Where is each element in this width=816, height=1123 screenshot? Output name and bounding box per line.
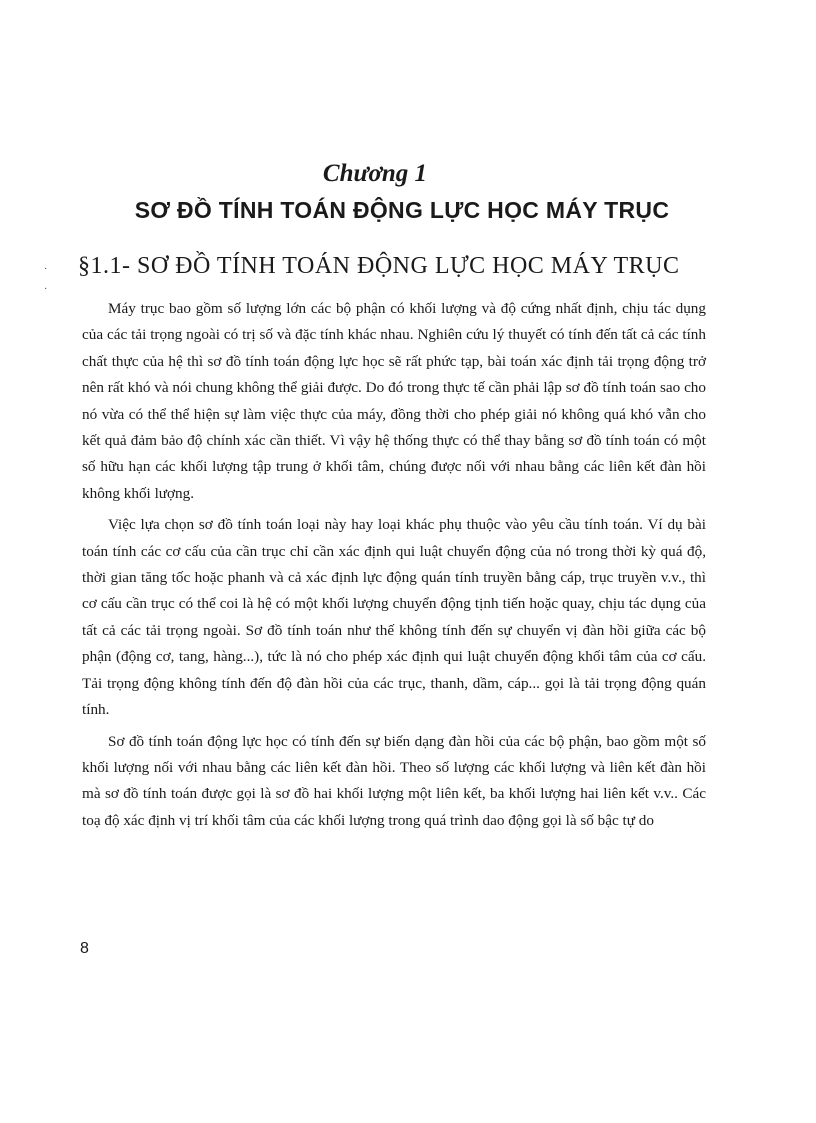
body-text: [82, 296, 706, 834]
chapter-label: Chương 1: [322, 160, 428, 187]
paragraph-1: Máy trục bao gồm số lượng lớn các bộ phận có khối lượng và độ cứng nhất định, chịu tác dụng của các tải trọng ngoài có trị số và đặc tính khác nhau. Nghiên cứu lý thuyết có tính đến tất cả các tính chất thực của hệ thì sơ đồ tính toán động lực học sẽ rất phức tạp, bài toán xác định tải trọng động trở nên rất khó và nói chung không thể giải được. Do đó trong thực tế cần phải lập sơ đồ tính toán sao cho nó vừa có thể thể hiện sự làm việc thực của máy, đồng thời cho phép giải nó không quá khó vẫn cho kết quả đảm bảo độ chính xác cần thiết. Vì vậy hệ thống thực có thể thay bằng sơ đồ tính toán có một số hữu hạn các khối lượng tập trung ở khối tâm, chúng được nối với nhau bằng các liên kết đàn hồi không khối lượng.: [82, 300, 706, 502]
paragraph-3: Sơ đồ tính toán động lực học có tính đến sự biến dạng đàn hồi của các bộ phận, bao gồm một số khối lượng nối với nhau bằng các liên kết đàn hồi. Theo số lượng các khối lượng và liên kết đàn hồi mà sơ đồ tính toán được gọi là sơ đồ hai khối lượng một liên kết, ba khối lượng hai liên kết v.v.. Các toạ độ xác định vị trí khối tâm của các khối lượng trong quá trình dao động gọi là số bậc tự do: [82, 732, 706, 829]
scan-specks: · ·: [44, 264, 48, 295]
chapter-title: SƠ ĐỒ TÍNH TOÁN ĐỘNG LỰC HỌC MÁY TRỤC: [134, 197, 670, 223]
paragraph-2: Việc lựa chọn sơ đồ tính toán loại này hay loại khác phụ thuộc vào yêu cầu tính toán. Ví dụ bài toán tính các cơ cấu của cần trục chỉ cần xác định qui luật chuyển động của nó trong thời kỳ quá độ, thời gian tăng tốc hoặc phanh và cả xác định lực động quán tính truyền bằng cáp, trục truyền v.v., thì cơ cấu cần trục có thể coi là hệ có một khối lượng chuyển động tịnh tiến hoặc quay, chịu tác dụng của tất cả các tải trọng ngoài. Sơ đồ tính toán như thế không tính đến sự chuyển vị đàn hồi giữa các bộ phận (động cơ, tang, hàng...), tức là nó cho phép xác định qui luật chuyển động khối tâm của cơ cấu. Tải trọng động không tính đến độ đàn hồi của các trục, thanh, dầm, cáp... gọi là tải trọng động quán tính.: [82, 516, 706, 719]
section-title: §1.1- SƠ ĐỒ TÍNH TOÁN ĐỘNG LỰC HỌC MÁY TRỤC: [78, 253, 680, 279]
page-number: 8: [80, 940, 89, 957]
